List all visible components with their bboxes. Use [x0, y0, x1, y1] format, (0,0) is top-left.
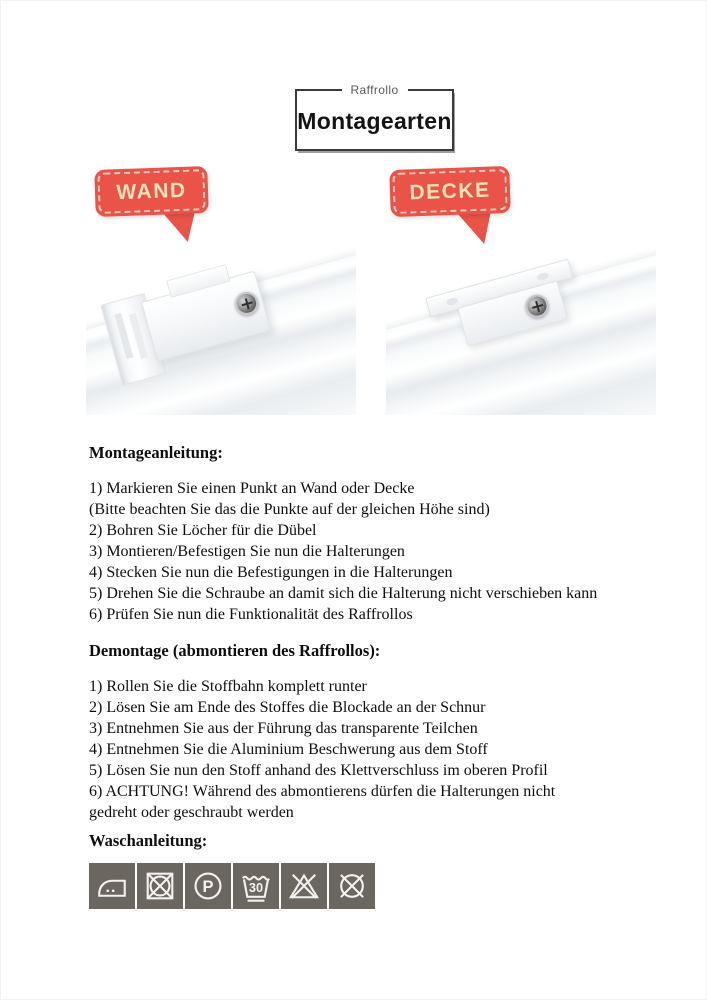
iron-two-dots-icon [89, 863, 135, 909]
do-not-bleach-icon [281, 863, 327, 909]
instruction-line: gedreht oder geschraubt werden [89, 804, 294, 821]
do-not-tumble-dry-icon [137, 863, 183, 909]
instruction-line: 2) Lösen Sie am Ende des Stoffes die Blockade an der Schnur [89, 699, 486, 716]
decke-callout [389, 166, 511, 217]
instruction-line: (Bitte beachten Sie das die Punkte auf der gleichen Höhe sind) [89, 501, 490, 518]
instruction-line: 4) Entnehmen Sie die Aluminium Beschwerung aus dem Stoff [89, 741, 488, 758]
instruction-line: 4) Stecken Sie nun die Befestigungen in die Halterungen [89, 564, 453, 581]
svg-text:P: P [202, 878, 214, 896]
decke-label: DECKE [409, 178, 491, 204]
instruction-line: 3) Montieren/Befestigen Sie nun die Halterungen [89, 543, 405, 560]
dry-clean-p-icon [185, 863, 231, 909]
instruction-line: 1) Rollen Sie die Stoffbahn komplett runter [89, 678, 367, 695]
montage-list [89, 478, 655, 625]
do-not-dry-clean-icon [329, 863, 375, 909]
care-symbols-row [89, 863, 655, 909]
instruction-line: 6) Prüfen Sie nun die Funktionalität des Raffrollos [89, 606, 413, 623]
ceiling-mount-photo [386, 223, 656, 415]
instructions-text [89, 442, 655, 909]
wash-30-icon [233, 863, 279, 909]
logo-title: Montagearten [297, 108, 452, 134]
svg-text:30: 30 [248, 880, 264, 895]
instruction-line: 3) Entnehmen Sie aus der Führung das transparente Teilchen [89, 720, 478, 737]
wasch-heading: Waschanleitung: [89, 831, 208, 850]
instruction-line: 5) Lösen Sie nun den Stoff anhand des Klettverschluss im oberen Profil [89, 762, 548, 779]
instruction-line: 5) Drehen Sie die Schraube an damit sich die Halterung nicht verschieben kann [89, 585, 598, 602]
instruction-line: 2) Bohren Sie Löcher für die Dübel [89, 522, 317, 539]
montage-heading: Montageanleitung: [89, 443, 223, 462]
instruction-line: 6) ACHTUNG! Während des abmontierens dürfen die Halterungen nicht [89, 783, 556, 800]
wand-label: WAND [116, 178, 187, 204]
wall-mount-photo [86, 223, 356, 415]
wand-callout [94, 166, 209, 217]
brand-logo-box [295, 83, 454, 151]
demontage-list [89, 676, 655, 823]
demontage-heading: Demontage (abmontieren des Raffrollos): [89, 641, 381, 660]
logo-tagline: Raffrollo [341, 83, 407, 97]
instruction-line: 1) Markieren Sie einen Punkt an Wand oder Decke [89, 480, 415, 497]
